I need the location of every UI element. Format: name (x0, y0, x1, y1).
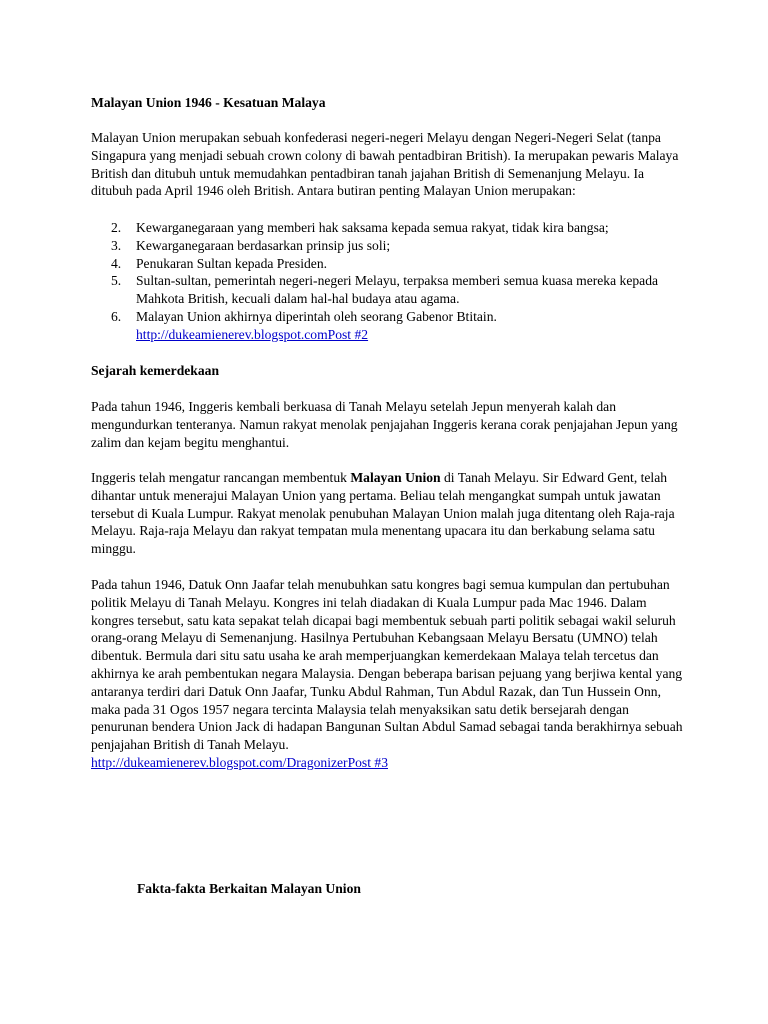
section-title: Malayan Union 1946 - Kesatuan Malaya (91, 95, 326, 110)
bold-term: Malayan Union (350, 470, 441, 485)
list-item: 6. Malayan Union akhirnya diperintah oleh seorang Gabenor Btitain. (111, 308, 497, 324)
features-list (111, 219, 686, 344)
list-item: 3. Kewarganegaraan berdasarkan prinsip jus soli; (111, 237, 391, 253)
section-title: Fakta-fakta Berkaitan Malayan Union (137, 881, 361, 896)
source-link-blog[interactable]: http://dukeamienerev.blogspot.com/ (91, 754, 287, 770)
list-item: 4. Penukaran Sultan kepada Presiden. (111, 255, 328, 271)
list-item: 2. Kewarganegaraan yang memberi hak saksama kepada semua rakyat, tidak kira bangsa; (111, 220, 609, 235)
source-link-post-2[interactable]: http://dukeamienerev.blogspot.comPost #2 (136, 326, 369, 342)
paragraph: Inggeris telah mengatur rancangan membentuk Malayan Union di Tanah Melayu. Sir Edward Gent, telah dihantar untuk menerajui Malayan Union yang pertama. Beliau telah mengangkat sumpah untuk jawatan tersebut di Kuala Lumpur. Rakyat menolak penubuhan Malayan Union malah juga ditentang oleh Raja-raja Melayu. Raja-raja Melayu dan rakyat tempatan mula menentang upacara itu dan berkabung selama satu minggu. (91, 470, 675, 557)
intro-paragraph: Malayan Union merupakan sebuah konfederasi negeri-negeri Melayu dengan Negeri-Negeri Selat (tanpa Singapura yang menjadi sebuah crown colony di bawah pentadbiran British). Ia merupakan pewaris Malaya British dan ditubuh untuk memudahkan pentadbiran tanah jajahan British di Semenanjung Melayu. Ia ditubuh pada April 1946 oleh British. Antara butiran penting Malayan Union merupakan: (91, 130, 679, 199)
list-item: 5. Sultan-sultan, pemerintah negeri-negeri Melayu, terpaksa memberi semua kuasa mereka kepada Mahkota British, kecuali dalam hal-hal budaya atau agama. (111, 273, 659, 307)
paragraph: Pada tahun 1946, Datuk Onn Jaafar telah menubuhkan satu kongres bagi semua kumpulan dan pertubuhan politik Melayu di Tanah Melayu. Kongres ini telah diadakan di Kuala Lumpur pada Mac 1946. Dalam kongres tersebut, satu kata sepakat telah dicapai bagi membentuk sebuah parti politik sebagai wakil seluruh orang-orang Melayu di Semenanjung. Hasilnya Pertubuhan Kebangsaan Melayu Bersatu (UMNO) telah dibentuk. Bermula dari situ satu usaha ke arah memperjuangkan kemerdekaan Malaya telah tercetus dan akhirnya ke arah pembentukan negara Malaysia. Dengan beberapa barisan pejuang yang berjiwa kental yang antaranya terdiri dari Datuk Onn Jaafar, Tunku Abdul Rahman, Tun Abdul Razak, dan Tun Hussein Onn, maka pada 31 Ogos 1957 negara tercinta Malaysia telah menyaksikan satu detik bersejarah dengan penurunan bendera Union Jack di hadapan Bangunan Sultan Abdul Samad sebagai tanda berakhirnya sebuah penjajahan British di Tanah Melayu. http://dukeamienerev.blogspot.com/DragonizerPost #3 (91, 577, 683, 770)
paragraph: Pada tahun 1946, Inggeris kembali berkuasa di Tanah Melayu setelah Jepun menyerah kalah dan mengundurkan tenteranya. Namun rakyat menolak penjajahan Inggeris kerana corak penjajahan Jepun yang zalim dan kejam begitu menghantui. (91, 399, 678, 450)
source-link-post-3[interactable]: DragonizerPost #3 (286, 754, 388, 770)
section-title: Sejarah kemerdekaan (91, 363, 219, 378)
list-item (111, 326, 686, 344)
